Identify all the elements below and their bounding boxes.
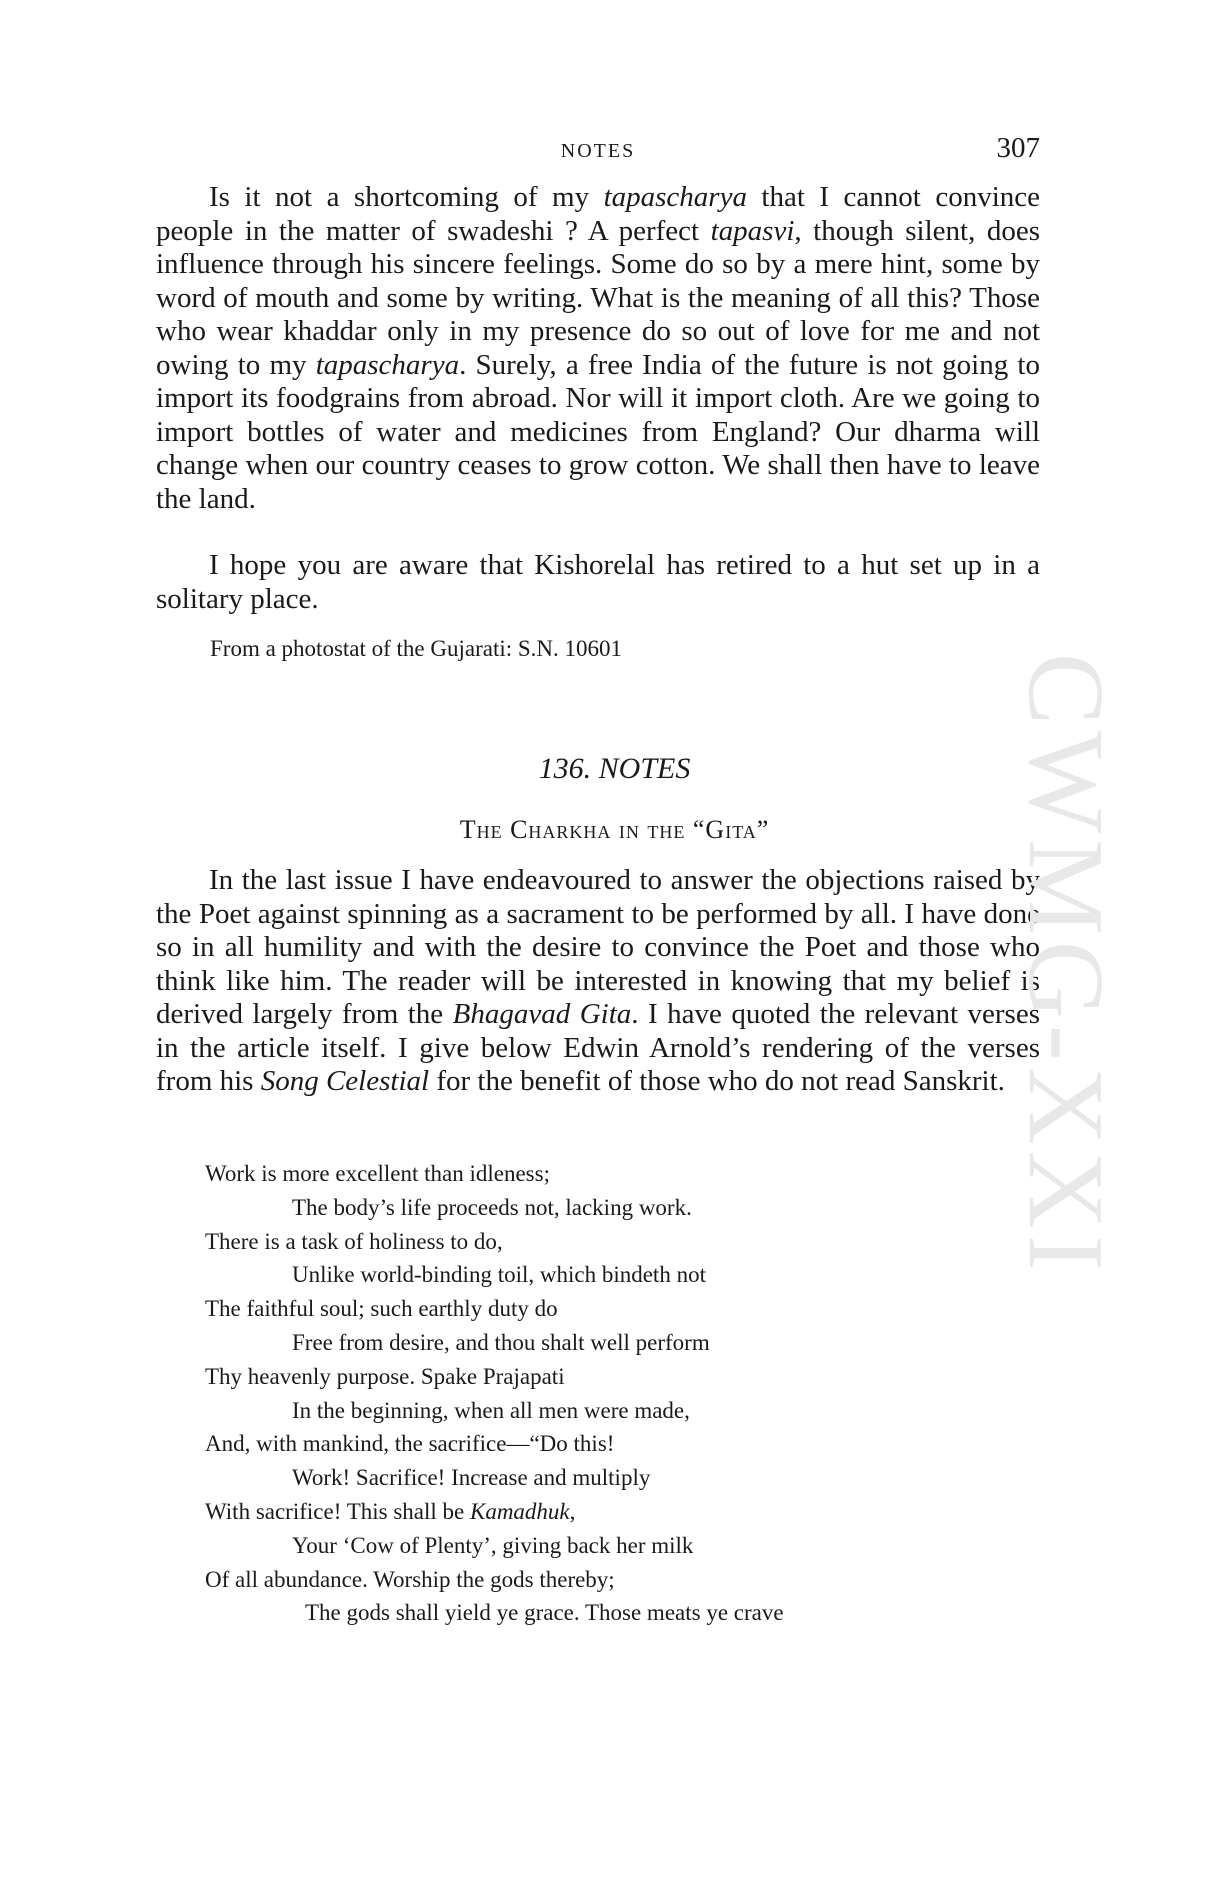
paragraph-3-text [156, 864, 1040, 1099]
verse-line [205, 1157, 965, 1191]
text-run: And, with mankind, the sacrifice—“Do this! [205, 1431, 615, 1457]
italic-term: Song Celestial [260, 1065, 430, 1097]
paragraph-1 [156, 181, 1040, 516]
verse-line [205, 1596, 965, 1630]
text-run: Is it not a shortcoming of my [209, 181, 604, 213]
verse-line [205, 1191, 965, 1225]
italic-term: tapasvi [710, 214, 795, 247]
text-run: Your ‘Cow of Plenty’, giving back her milk [292, 1532, 694, 1558]
verse-line [205, 1394, 965, 1428]
text-run: Work! Sacrifice! Increase and multiply [292, 1465, 651, 1491]
italic-term: Bhagavad Gita [452, 998, 632, 1030]
text-run: , [569, 1498, 576, 1524]
text-run: Thy heavenly purpose. Spake Prajapati [205, 1363, 565, 1389]
text-run: With sacrifice! This shall be [205, 1498, 470, 1524]
verse-line [205, 1529, 965, 1563]
text-run: that I cannot convince people in the matter of swadeshi ? A perfect [156, 181, 1041, 247]
paragraph-2-text: I hope you are aware that Kishorelal has retired to a hut set up in a solitary place. [156, 549, 1040, 615]
paragraph-2 [156, 549, 1040, 616]
paragraph-3 [156, 864, 1040, 1099]
verse-block [205, 1157, 965, 1630]
text-run: Of all abundance. Worship the gods thereby; [205, 1566, 615, 1592]
page-number: 307 [996, 132, 1040, 164]
running-title: NOTES [560, 140, 636, 162]
verse-line [205, 1225, 965, 1259]
verse-line [205, 1360, 965, 1394]
text-run: . I have quoted the relevant verses in the article itself. I give below Edwin Arnold’s rendering of the verses from his [156, 998, 1040, 1097]
text-run: The faithful soul; such earthly duty do [205, 1296, 558, 1322]
running-head [156, 132, 1040, 172]
text-run: Unlike world-binding toil, which bindeth not [292, 1262, 706, 1288]
italic-term: Kamadhuk [469, 1498, 570, 1524]
text-run: for the benefit of those who do not read Sanskrit. [429, 1065, 1005, 1097]
paragraph-1-text [156, 181, 1040, 516]
text-run: The body’s life proceeds not, lacking work. [292, 1194, 692, 1220]
text-run: In the last issue I have endeavoured to answer the objections raised by the Poet against spinning as a sacrament to be performed by all. I have done so in all humility and with the desire to convince the Poet and those who think like him. The reader will be interested in knowing that my belief is derived largely from the [156, 864, 1040, 1030]
verse-line [205, 1495, 965, 1529]
text-run: . Surely, a free India of the future is not going to import its foodgrains from abroad. Nor will it import cloth. Are we going to import bottles of water and medicines from England? Our dharma will change when our country ceases to grow cotton. We shall then have to leave the land. [156, 348, 1040, 515]
italic-term: tapascharya [603, 181, 747, 213]
source-note: From a photostat of the Gujarati: S.N. 10601 [210, 636, 623, 661]
article-title: 136. NOTES [538, 752, 691, 785]
section-title: The Charkha in the “Gita” [459, 815, 770, 844]
verse-line [205, 1461, 965, 1495]
verse-line [205, 1292, 965, 1326]
text-run: In the beginning, when all men were made, [292, 1397, 690, 1423]
text-run: The gods shall yield ye grace. Those meats ye crave [305, 1600, 784, 1626]
text-run: Free from desire, and thou shalt well perform [292, 1329, 710, 1355]
text-run: , though silent, does influence through his sincere feelings. Some do so by a mere hint, some by word of mouth and some by writing. What is the meaning of all this? Those who wear khaddar only in my presence do so out of love for me and not owing to my [156, 214, 1040, 381]
text-run: Work is more excellent than idleness; [205, 1161, 550, 1186]
verse-line [205, 1326, 965, 1360]
watermark-text: CWMG-XXI [1006, 653, 1126, 1277]
italic-term: tapascharya [315, 348, 460, 381]
verse-line [205, 1563, 965, 1597]
text-run: There is a task of holiness to do, [205, 1228, 503, 1254]
verse-line [205, 1427, 965, 1461]
verse-line [205, 1258, 965, 1292]
